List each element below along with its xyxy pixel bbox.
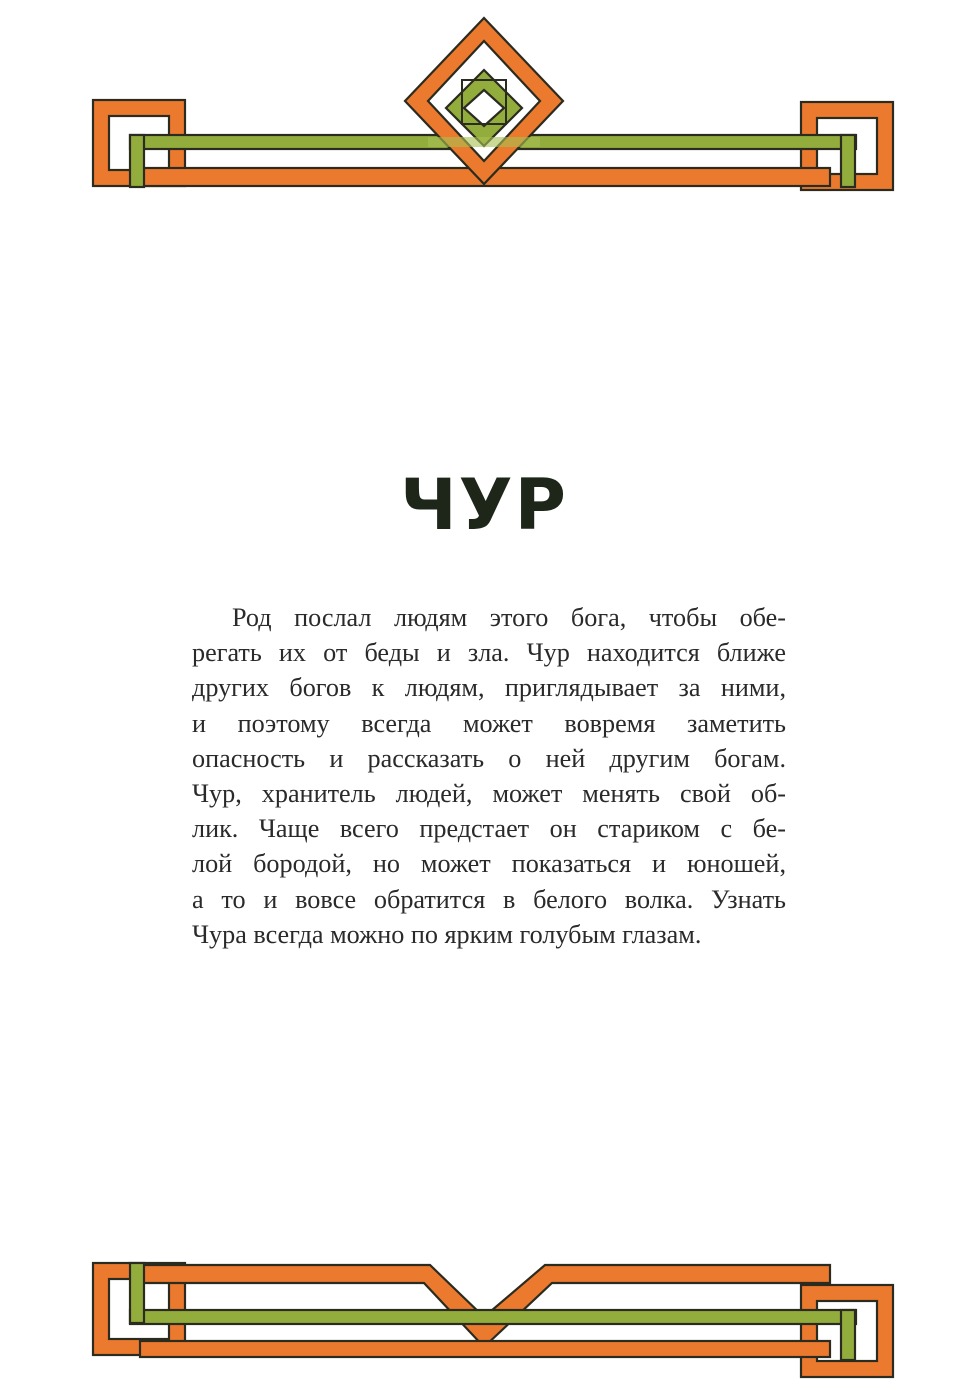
text-line: опасность и рассказать о ней другим богам. [192, 743, 786, 773]
body-paragraph [192, 600, 786, 952]
text-line: регать их от беды и зла. Чур находится ближе [192, 638, 786, 668]
text-line: лой бородой, но может показаться и юношей, [192, 849, 786, 879]
text-line: Чура всегда можно по ярким голубым глазам. [192, 919, 702, 949]
text-line: Род послал людям этого бога, чтобы обе- [232, 603, 786, 632]
page-title: ЧУР [400, 464, 568, 546]
text-line: Чур, хранитель людей, может менять свой об- [192, 779, 786, 809]
text-line: и поэтому всегда может вовремя заметить [192, 708, 786, 738]
top-ornament [0, 0, 968, 230]
bottom-ornament [0, 1235, 968, 1400]
text-line: других богов к людям, приглядывает за ними, [192, 673, 786, 703]
text-line: лик. Чаще всего предстает он стариком с бе- [192, 814, 786, 844]
text-line: а то и вовсе обратится в белого волка. Узнать [192, 884, 786, 914]
